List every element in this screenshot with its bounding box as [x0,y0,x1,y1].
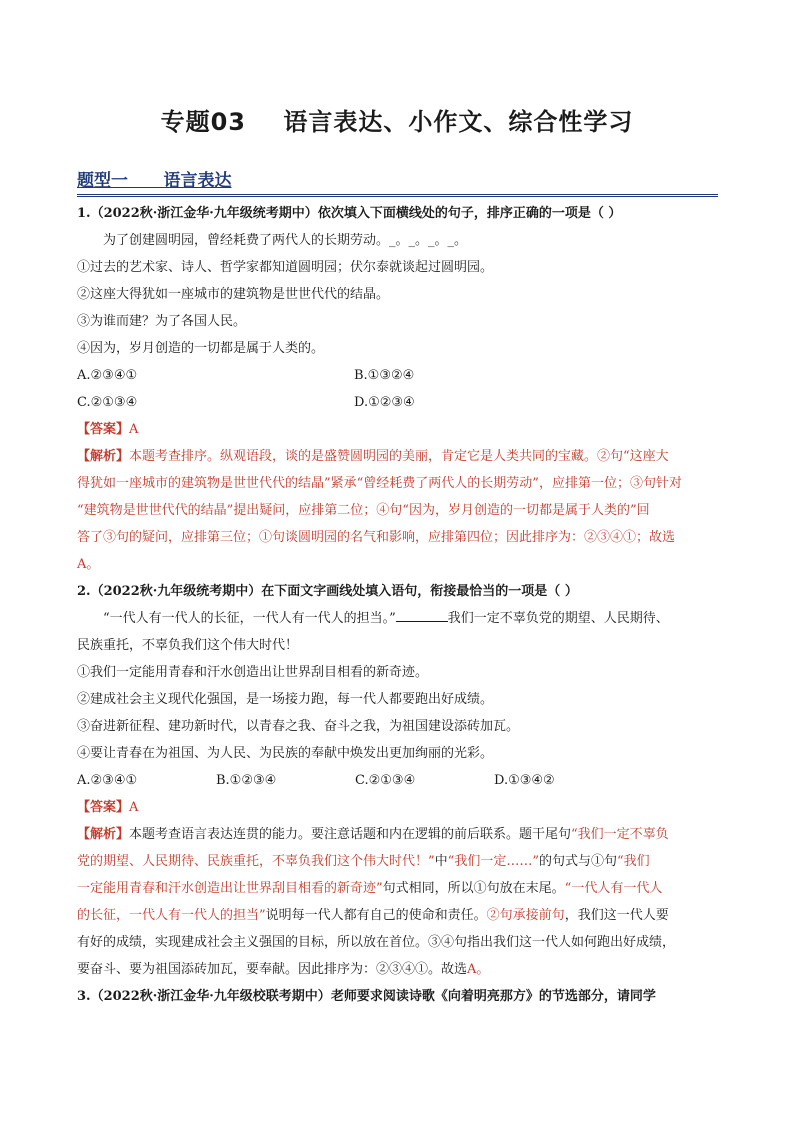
analysis-text: 得犹如一座城市的建筑物是世世代代的结晶”紧承 [77,476,357,491]
question-number: 3. [77,989,91,1004]
option-b: B.①③②④ [354,368,415,383]
analysis-text: “建筑物是世世代代的结晶”提出疑问，应排第二位；④句“因为，岁月创造的一切都是属于人类的”回 [77,503,650,518]
question-2-passage-cont: 民族重托，不辜负我们这个伟大时代！ [77,638,299,653]
option-d: D.①②③④ [354,395,415,410]
question-number: 1. [77,206,91,221]
question-2-item: ③奋进新征程、建功新时代，以青春之我、奋斗之我，为祖国建设添砖加瓦。 [77,719,520,734]
option-c: C.②①③④ [77,395,138,410]
question-1-stem [77,200,718,227]
question-1-item: ②这座大得犹如一座城市的建筑物是世世代代的结晶。 [77,287,390,302]
analysis-text: 说明每一代人都有自己的使命和责任。 [265,908,487,923]
analysis-quote: “我们 [616,854,650,869]
question-text: 在下面文字画线处填入语句，衔接最恰当的一项是（ ） [261,584,578,599]
question-3-stem [77,983,718,1010]
analysis-tag: 【解析】 [77,449,130,464]
question-2-answer [77,794,718,821]
question-text: 依次填入下面横线处的句子，排序正确的一项是（ ） [317,206,622,221]
section-heading [77,170,718,197]
question-2-analysis [77,821,718,983]
option-c: C.②①③④ [355,773,416,788]
option-d: D.①③④② [494,773,555,788]
answer-tag: 【答案】 [77,800,130,815]
question-2-item: ①我们一定能用青春和汗水创造出让世界刮目相看的新奇迹。 [77,665,429,680]
question-2-item: ②建成社会主义现代化强国，是一场接力跑，每一代人都要跑出好成绩。 [77,692,494,707]
analysis-text: A。 [77,557,100,572]
fill-blank-line [396,607,448,622]
analysis-quote: 党的期望、人民期待、民族重托，不辜负我们这个伟大时代！” [77,854,435,869]
analysis-quote: A。 [467,962,490,977]
question-1-item: ①过去的艺术家、诗人、哲学家都知道圆明园；伏尔泰就谈起过圆明园。 [77,260,494,275]
analysis-quote: ②句承接前句 [486,908,565,923]
analysis-text: 答了③句的疑问，应排第三位；①句谈圆明园的名气和影响，应排第四位；因此排序为：②③④①；故选 [77,530,676,545]
option-a: A.②③④① [77,773,138,788]
analysis-quote: “我们一定不辜负 [571,827,669,842]
question-1-item: ④因为，岁月创造的一切都是属于人类的。 [77,341,325,356]
question-text: 老师要求阅读诗歌《向着明亮那方》的节选部分，请同学 [330,989,656,1004]
question-1-item: ③为谁而建？为了各国人民。 [77,314,247,329]
analysis-text: ，我们这一代人要 [564,908,669,923]
content-body [77,200,718,1010]
question-1-options [77,389,718,416]
analysis-text: “曾经耗费了两代人的长期劳动”，应排第一位；③句针对 [356,476,682,491]
question-source: （2022秋·浙江金华·九年级校联考期中） [90,989,331,1004]
question-2-passage [77,605,718,632]
analysis-text: 要奋斗、要为祖国添砖加瓦，要奉献。因此排序为：②③④①。故选 [77,962,468,977]
analysis-text: 本题考查排序。纵观语段，谈的是盛赞圆明园的美丽，肯定它是人类共同的宝藏。②句“这座大 [129,449,669,464]
question-1-answer [77,416,718,443]
question-1-options [77,362,718,389]
section-label: 题型一 语言表达 [77,171,232,191]
question-1-analysis [77,443,718,578]
option-a: A.②③④① [77,368,138,383]
question-2-stem [77,578,718,605]
analysis-text: 有好的成绩，实现建成社会主义强国的目标，所以放在首位。③④句指出我们这一代人如何跑出好成绩， [77,935,676,950]
question-source: （2022秋·浙江金华·九年级统考期中） [90,206,318,221]
analysis-text: 句式相同，所以①句放在末尾。 [382,881,565,896]
document-title: 专题03 语言表达、小作文、综合性学习 [160,108,634,136]
question-2-item: ④要让青春在为祖国、为人民、为民族的奉献中焕发出更加绚丽的光彩。 [77,746,494,761]
question-number: 2. [77,584,91,599]
answer-value: A [129,422,139,437]
question-source: （2022秋·九年级统考期中） [90,584,262,599]
question-2-options [77,767,718,794]
analysis-quote: “我们一定……” [447,854,539,869]
analysis-quote: “一代人有一代人 [564,881,663,896]
passage-text: “一代人有一代人的长征，一代人有一代人的担当。” [103,611,396,626]
analysis-tag: 【解析】 [77,827,130,842]
analysis-quote: 的长征，一代人有一代人的担当” [77,908,266,923]
question-1-passage: 为了创建圆明园，曾经耗费了两代人的长期劳动。_。_。_。_。 [103,233,468,248]
analysis-quote: 一定能用青春和汗水创造出让世界刮目相看的新奇迹” [77,881,383,896]
option-b: B.①②③④ [216,773,277,788]
analysis-text: 本题考查语言表达连贯的能力。要注意话题和内在逻辑的前后联系。题干尾句 [129,827,572,842]
answer-tag: 【答案】 [77,422,130,437]
analysis-text: 的句式与①句 [538,854,617,869]
analysis-text: 中 [434,854,448,869]
passage-text: 我们一定不辜负党的期望、人民期待、 [447,611,669,626]
answer-value: A [129,800,139,815]
